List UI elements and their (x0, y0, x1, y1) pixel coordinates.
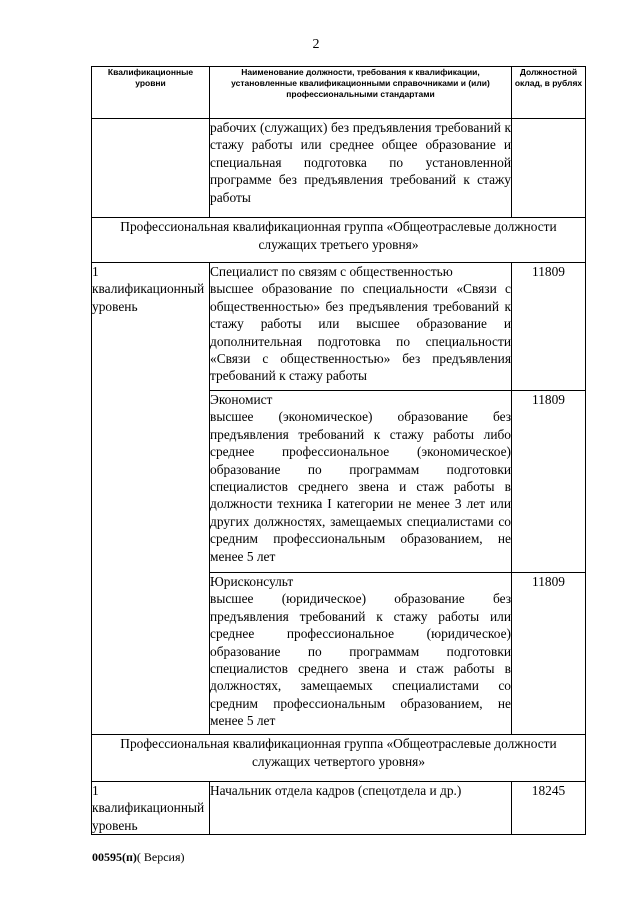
salary-value: 11809 (512, 391, 586, 573)
empty-level-cell (92, 119, 210, 218)
position-requirements: высшее (юридическое) образование без предъявления требований к стажу работы или среднее профессиональное (юридическое) образование по программам подготовки специалистов среднего звена и стаж работы в должностях, замещаемых специалистами со средним профессиональным образованием, не менее 5 лет (210, 591, 511, 729)
header-salary: Должностной оклад, в рублях (512, 67, 586, 119)
salary-value: 18245 (512, 782, 586, 835)
group3-title: Профессиональная квалификационная группа «Общеотраслевые должности служащих третьего уровня» (92, 218, 586, 263)
document-version: ( Версия) (136, 850, 185, 864)
table-row (92, 263, 586, 391)
position-title: Начальник отдела кадров (спецотдела и др.) (210, 783, 462, 798)
header-position-requirements: Наименование должности, требования к квалификации, установленные квалификационными справочниками и (или) профессиональными стандартами (210, 67, 512, 119)
position-title: Экономист (210, 392, 273, 407)
document-code (92, 850, 185, 865)
continuation-requirements: рабочих (служащих) без предъявления требований к стажу работы или среднее общее образование и специальная подготовка по установленной программе без предъявления требований к стажу работы (210, 119, 512, 218)
position-economist (210, 391, 512, 573)
page-number: 2 (312, 37, 320, 52)
group-row (92, 735, 586, 782)
position-requirements: высшее образование по специальности «Связи с общественностью» без предъявления требований к стажу работы или высшее образование и дополнительная подготовка по специальности «Связи с общественностью» без предъявления требований к стажу работы (210, 281, 511, 384)
salary-table (91, 66, 586, 835)
salary-value: 11809 (512, 263, 586, 391)
table-header-row (92, 67, 586, 119)
table-row (92, 119, 586, 218)
position-legal-adviser (210, 573, 512, 735)
empty-salary-cell (512, 119, 586, 218)
position-pr-specialist (210, 263, 512, 391)
group4-level: 1 квалификационный уровень (92, 782, 210, 835)
position-requirements: высшее (экономическое) образование без предъявления требований к стажу работы либо среднее профессиональное (экономическое) образование по программам подготовки специалистов среднего звена и стаж работы в должности техника I категории не менее 3 лет или других должностях, замещаемых специалистами со средним профессиональным образованием, не менее 5 лет (210, 409, 511, 564)
salary-value: 11809 (512, 573, 586, 735)
position-hr-head (210, 782, 512, 835)
position-title: Специалист по связям с общественностью (210, 264, 453, 279)
header-qualification-levels: Квалификационные уровни (92, 67, 210, 119)
group-row (92, 218, 586, 263)
document-number: 00595(п) (92, 850, 137, 864)
table-row (92, 782, 586, 835)
group4-title: Профессиональная квалификационная группа «Общеотраслевые должности служащих четвертого уровня» (92, 735, 586, 782)
group3-level: 1 квалификационный уровень (92, 263, 210, 735)
position-title: Юрисконсульт (210, 574, 294, 589)
